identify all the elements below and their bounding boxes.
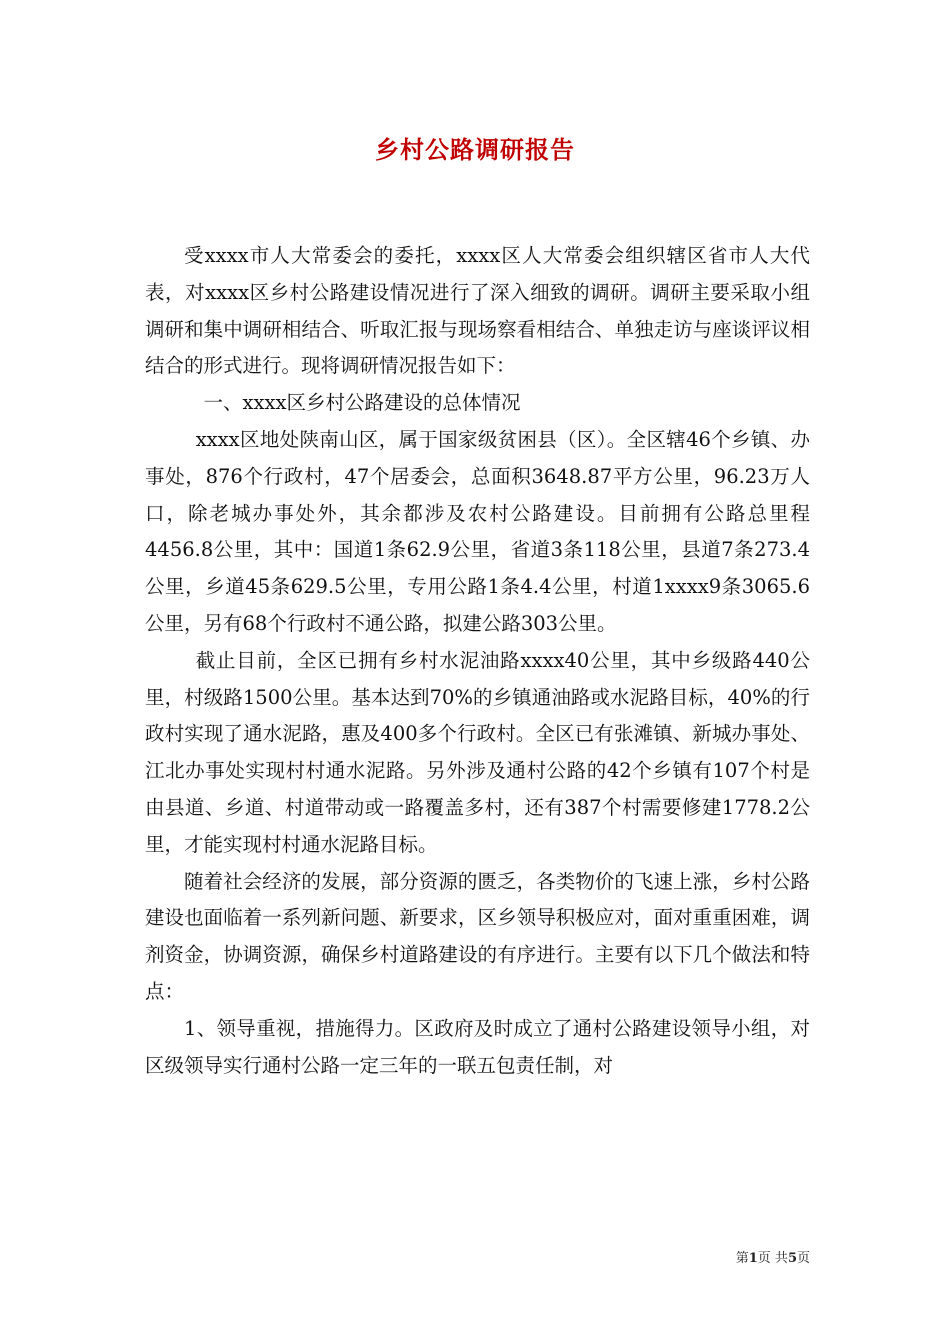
footer-total: 5 (787, 1251, 797, 1266)
document-title: 乡村公路调研报告 (375, 135, 575, 164)
footer-page: 1 (748, 1251, 758, 1266)
footer-middle: 页 共 (757, 1251, 788, 1266)
footer-prefix: 第 (735, 1251, 749, 1266)
paragraph-overview: xxxx区地处陕南山区，属于国家级贫困县（区）。全区辖46个乡镇、办事处，876个行政村，47个居委会，总面积3648.87平方公里，96.23万人口，除老城办事处外，其余都涉及农村公路建设。目前拥有公路总里程4456.8公里，其中：国道1条62.9公里，省道3条118公里，县道7条273.4公里，乡道45条629.5公里，专用公路1条4.4公里，村道1xxxx9条3065.6公里，另有68个行政村不通公路，拟建公路303公里。 (145, 427, 810, 635)
paragraph-intro: 受xxxx市人大常委会的委托，xxxx区人大常委会组织辖区省市人大代表，对xxxx区乡村公路建设情况进行了深入细致的调研。调研主要采取小组调研和集中调研相结合、听取汇报与现场察看相结合、单独走访与座谈评议相结合的形式进行。现将调研情况报告如下： (145, 244, 810, 378)
paragraph-point-1: 1、领导重视，措施得力。区政府及时成立了通村公路建设领导小组，对区级领导实行通村公路一定三年的一联五包责任制，对 (145, 1016, 810, 1077)
page-number-footer (736, 1247, 810, 1266)
footer-suffix: 页 (796, 1251, 810, 1266)
paragraph-challenges: 随着社会经济的发展，部分资源的匮乏，各类物价的飞速上涨，乡村公路建设也面临着一系列新问题、新要求，区乡领导积极应对，面对重重困难，调剂资金，协调资源，确保乡村道路建设的有序进行。主要有以下几个做法和特点： (145, 869, 810, 1003)
document-body (145, 238, 810, 1084)
section-heading-1: 一、xxxx区乡村公路建设的总体情况 (203, 391, 521, 415)
paragraph-progress: 截止目前，全区已拥有乡村水泥油路xxxx40公里，其中乡级路440公里，村级路1500公里。基本达到70%的乡镇通油路或水泥路目标，40%的行政村实现了通水泥路，惠及400多个行政村。全区已有张滩镇、新城办事处、江北办事处实现村村通水泥路。另外涉及通村公路的42个乡镇有107个村是由县道、乡道、村道带动或一路覆盖多村，还有387个村需要修建1778.2公里，才能实现村村通水泥路目标。 (145, 648, 810, 856)
